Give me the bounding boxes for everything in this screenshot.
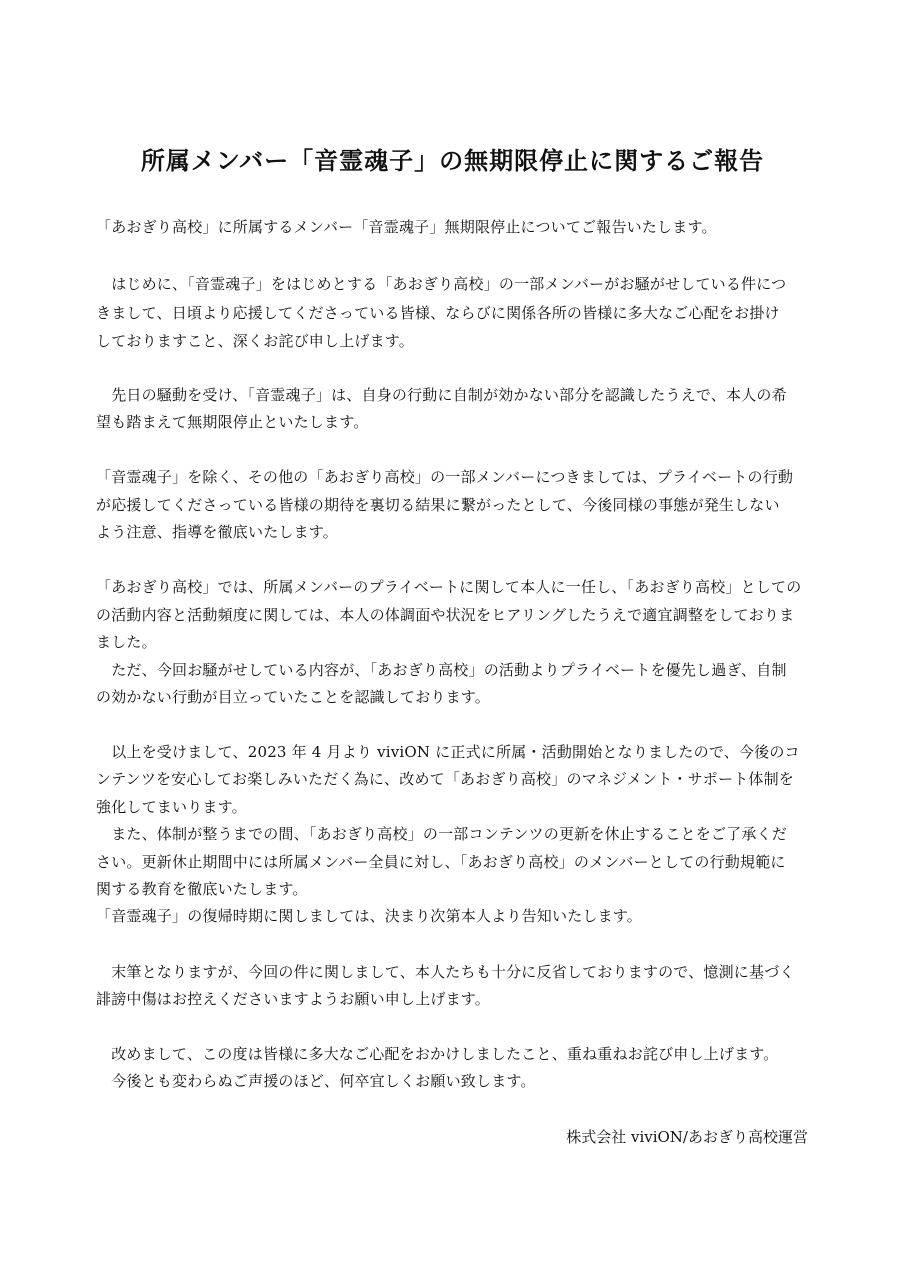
body-line: 「音霊魂子」を除く、その他の「あおぎり高校」の一部メンバーにつきましては、プライベートの行動 <box>96 468 794 486</box>
body-line: ンテンツを安心してお楽しみいただく為に、改めて「あおぎり高校」のマネジメント・サポート体制を <box>96 770 795 788</box>
body-line: の活動内容と活動頻度に関しては、本人の体調面や状況をヒアリングしたうえで適宜調整をしておりま <box>96 606 795 624</box>
body-line: 「あおぎり高校」に所属するメンバー「音霊魂子」無期限停止についてご報告いたします。 <box>96 218 717 236</box>
body-line: はじめに、「音霊魂子」をはじめとする「あおぎり高校」の一部メンバーがお騒がせしている件につ <box>96 275 787 293</box>
body-line: ました。 <box>96 633 157 651</box>
body-line: 末筆となりますが、今回の件に関しまして、本人たちも十分に反省しておりますので、憶測に基づく <box>96 963 795 981</box>
body-line: さい。更新休止期間中には所属メンバー全員に対し、「あおぎり高校」のメンバーとしての行動規範に <box>96 853 786 871</box>
signature: 株式会社 viviON/あおぎり高校運営 <box>566 1128 808 1146</box>
body-line: 今後とも変わらぬご声援のほど、何卒宜しくお願い致します。 <box>96 1072 536 1090</box>
body-line: 改めまして、この度は皆様に多大なご心配をおかけしましたこと、重ね重ねお詫び申し上げます。 <box>96 1045 779 1063</box>
body-line: 強化してまいります。 <box>96 798 247 816</box>
body-line: ただ、今回お騒がせしている内容が、「あおぎり高校」の活動よりプライベートを優先し過ぎ、自制 <box>96 661 787 679</box>
body-line: 「音霊魂子」の復帰時期に関しましては、決まり次第本人より告知いたします。 <box>96 907 643 925</box>
body-line: 「あおぎり高校」では、所属メンバーのプライベートに関して本人に一任し、「あおぎり高校」としての <box>96 578 802 596</box>
body-line: 誹謗中傷はお控えくださいますようお願い申し上げます。 <box>96 990 491 1008</box>
body-line: また、体制が整うまでの間、「あおぎり高校」の一部コンテンツの更新を休止することをご了承くだ <box>96 825 787 843</box>
body-line: きまして、日頃より応援してくださっている皆様、ならびに関係各所の皆様に多大なご心配をお掛け <box>96 304 780 322</box>
body-line: よう注意、指導を徹底いたします。 <box>96 523 339 541</box>
body-line: 先日の騒動を受け、「音霊魂子」は、自身の行動に自制が効かない部分を認識したうえで、本人の希 <box>96 386 787 404</box>
body-line: の効かない行動が目立っていたことを認識しております。 <box>96 688 491 706</box>
body-line: 関する教育を徹底いたします。 <box>96 880 308 898</box>
page-title: 所属メンバー「音霊魂子」の無期限停止に関するご報告 <box>140 146 765 175</box>
body-line: しておりますこと、深くお詫び申し上げます。 <box>96 332 415 350</box>
body-line: 望も踏まえて無期限停止といたします。 <box>96 413 369 431</box>
body-line: 以上を受けまして、2023 年 4 月より viviON に正式に所属・活動開始となりましたので、今後のコ <box>96 743 800 761</box>
body-line: が応援してくださっている皆様の期待を裏切る結果に繋がったとして、今後同様の事態が発生しない <box>96 496 780 514</box>
